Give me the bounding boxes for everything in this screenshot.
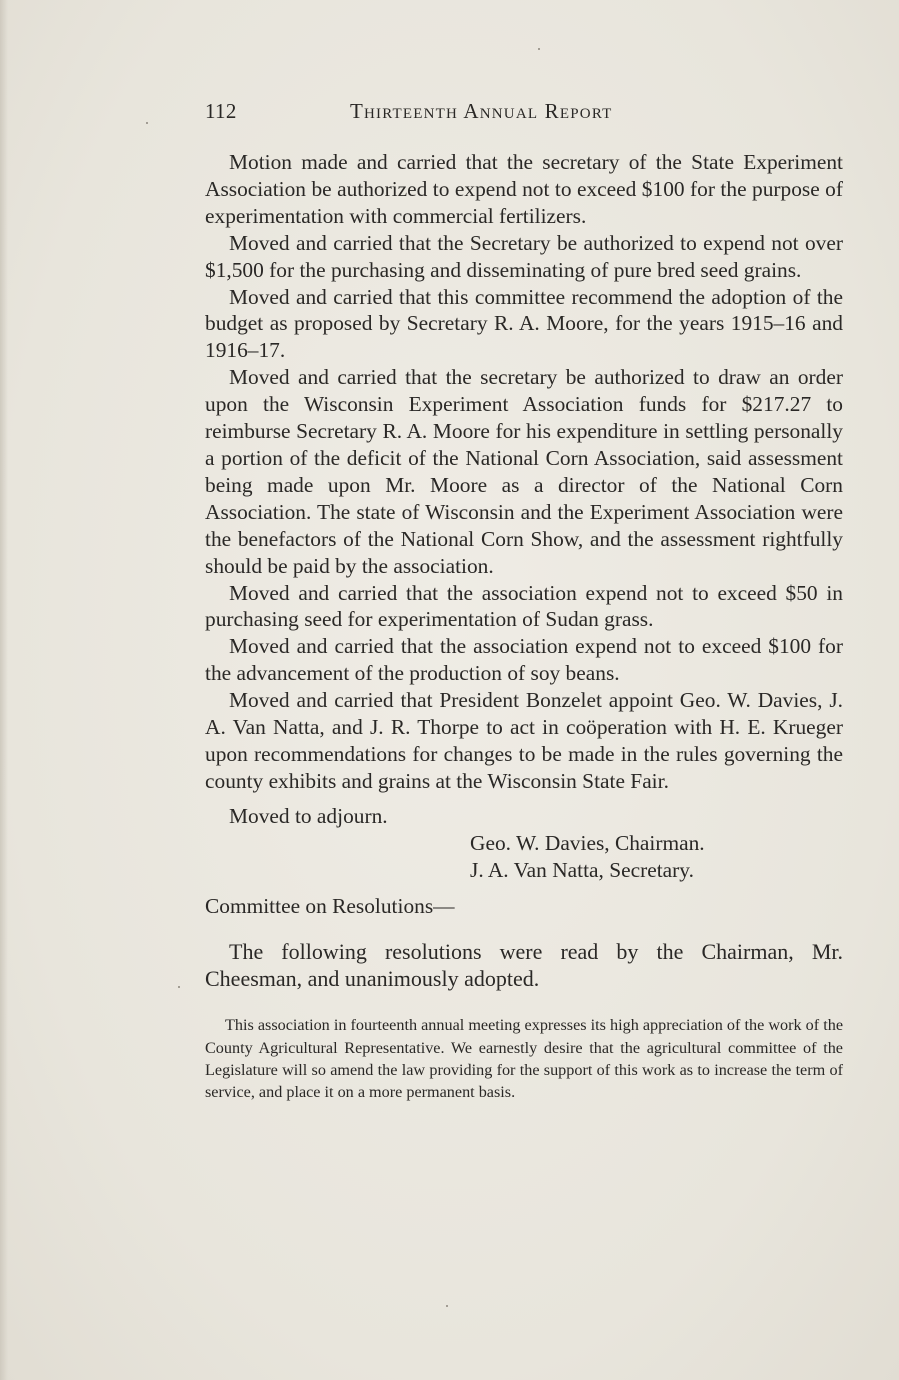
page-number: 112 (205, 99, 237, 123)
resolution-text: This association in fourteenth annual meeting expresses its high appreciation of the work of the County Agricultural Representative. We earnestly desire that the agricultural committee of the Legislature will so amend the law providing for the support of this work as to increase the term of service, and place it on a more permanent basis. (205, 1016, 843, 1101)
paper-speck (446, 1305, 448, 1307)
paper-speck (146, 122, 148, 124)
motion-paragraph: Motion made and carried that the secretary of the State Experiment Association be authorized to expend not to exceed $100 for the purpose of experimentation with commercial fertilizers. (205, 150, 843, 228)
motion-paragraph: Moved and carried that this committee recommend the adoption of the budget as proposed by Secretary R. A. Moore, for the years 1915–16 and 1916–17. (205, 284, 843, 363)
motion-paragraph: Moved and carried that the association expend not to exceed $50 in purchasing seed for experimentation of Sudan grass. (205, 580, 843, 632)
signature-chairman: Geo. W. Davies, Chairman. (470, 830, 705, 855)
paper-speck (538, 48, 540, 50)
adjourn-line: Moved to adjourn. (229, 803, 388, 828)
motion-paragraph: Moved and carried that the association expend not to exceed $100 for the advancement of the production of soy beans. (205, 634, 843, 686)
motion-paragraph: Moved and carried that the Secretary be authorized to expend not over $1,500 for the purchasing and disseminating of pure bred seed grains. (205, 230, 843, 282)
page-edge-shadow (0, 0, 8, 1380)
running-title: Thirteenth Annual Report (350, 99, 613, 123)
resolutions-heading: Committee on Resolutions— (205, 894, 455, 919)
paper-speck (178, 986, 180, 988)
resolutions-lead: The following resolutions were read by the Chairman, Mr. Cheesman, and unanimously adopted. (205, 939, 843, 992)
signature-secretary: J. A. Van Natta, Secretary. (470, 857, 694, 882)
body-text (205, 149, 843, 1103)
motion-paragraph: Moved and carried that President Bonzelet appoint Geo. W. Davies, J. A. Van Natta, and J. R. Thorpe to act in coöperation with H. E. Krueger upon recommendations for changes to be made in the rules governing the county exhibits and grains at the Wisconsin State Fair. (205, 688, 843, 793)
motion-paragraph: Moved and carried that the secretary be authorized to draw an order upon the Wisconsin Experiment Association funds for $217.27 to reimburse Secretary R. A. Moore for his expenditure in settling personally a portion of the deficit of the National Corn Association, said assessment being made upon Mr. Moore as a director of the National Corn Association. The state of Wisconsin and the Experiment Association were the benefactors of the National Corn Show, and the assessment rightfully should be paid by the association. (205, 365, 843, 578)
